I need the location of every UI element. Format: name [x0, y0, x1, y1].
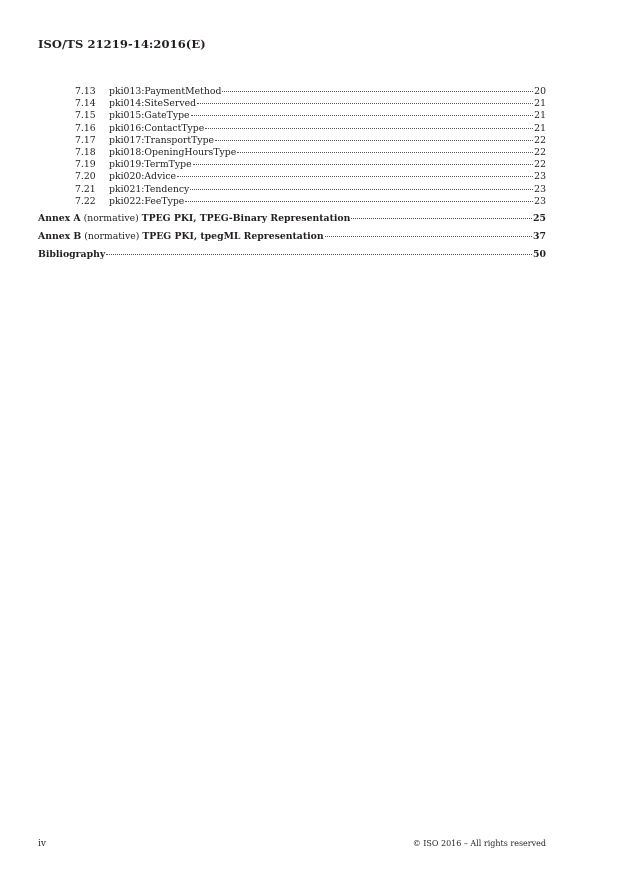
toc-page-number: 23: [534, 171, 546, 183]
toc-annex-qualifier: (normative): [80, 212, 142, 224]
toc-entry-annex-a[interactable]: [38, 210, 546, 228]
toc-leader-dots: [325, 236, 532, 237]
toc-section-title: pki020:Advice: [109, 171, 177, 183]
toc-entry-7-19[interactable]: [38, 159, 546, 171]
toc-section-number: 7.20: [75, 171, 96, 183]
toc-leader-dots: [215, 140, 533, 141]
toc-section-number: 7.14: [75, 98, 96, 110]
table-of-contents: [38, 86, 546, 264]
toc-section-title: pki016:ContactType: [109, 122, 205, 134]
toc-entry-7-14[interactable]: [38, 98, 546, 110]
toc-section-title: pki015:GateType: [109, 110, 190, 122]
toc-annex-name: TPEG PKI, tpegML Representation: [142, 230, 324, 242]
toc-entry-annex-b[interactable]: [38, 228, 546, 246]
page-footer: [38, 839, 546, 849]
toc-page-number: 20: [534, 86, 546, 97]
toc-entry-bibliography[interactable]: [38, 246, 546, 264]
toc-page-number: 22: [534, 146, 546, 158]
toc-section-number: 7.18: [75, 146, 96, 158]
toc-section-number: 7.16: [75, 122, 96, 134]
toc-page-number: 23: [534, 183, 546, 195]
toc-section-number: 7.19: [75, 159, 96, 171]
toc-section-title: pki013:PaymentMethod: [109, 86, 222, 97]
toc-leader-dots: [222, 91, 533, 92]
toc-page-number: 22: [534, 134, 546, 146]
toc-section-title: pki017:TransportType: [109, 134, 215, 146]
toc-annex-title: [38, 228, 324, 246]
toc-leader-dots: [185, 201, 533, 202]
toc-page-number: 23: [534, 195, 546, 207]
toc-entry-7-18[interactable]: [38, 147, 546, 159]
toc-leader-dots: [193, 164, 534, 165]
toc-section-title: pki018:OpeningHoursType: [109, 146, 237, 158]
toc-section-number: 7.21: [75, 183, 96, 195]
toc-entry-7-15[interactable]: [38, 110, 546, 122]
toc-section-title: pki019:TermType: [109, 159, 192, 171]
toc-section-number: 7.15: [75, 110, 96, 122]
toc-entry-7-20[interactable]: [38, 171, 546, 183]
toc-section-number: 7.22: [75, 195, 96, 207]
toc-annex-label: Annex B: [38, 230, 82, 242]
toc-section-number: 7.17: [75, 134, 96, 146]
toc-page-number: 21: [534, 98, 546, 110]
toc-annex-title: [38, 210, 350, 228]
toc-page-number: 37: [533, 230, 546, 242]
toc-entry-7-13[interactable]: [38, 86, 546, 98]
toc-leader-dots: [237, 152, 533, 153]
toc-entry-7-16[interactable]: [38, 123, 546, 135]
toc-section-title: pki021:Tendency: [109, 183, 190, 195]
toc-section-title: pki022:FeeType: [109, 195, 185, 207]
toc-bibliography-title: Bibliography: [38, 248, 106, 260]
toc-leader-dots: [205, 128, 533, 129]
toc-annex-label: Annex A: [38, 212, 81, 224]
toc-leader-dots: [197, 103, 533, 104]
toc-entry-7-17[interactable]: [38, 135, 546, 147]
toc-page-number: 50: [533, 248, 546, 260]
toc-page-number: 21: [534, 122, 546, 134]
toc-leader-dots: [106, 254, 532, 255]
toc-leader-dots: [177, 176, 533, 177]
toc-leader-dots: [351, 218, 532, 219]
document-header: ISO/TS 21219-14:2016(E): [38, 37, 206, 51]
toc-leader-dots: [191, 115, 534, 116]
toc-page-number: 25: [533, 212, 546, 224]
toc-annex-name: TPEG PKI, TPEG-Binary Representation: [141, 212, 351, 224]
toc-page-number: 21: [534, 110, 546, 122]
toc-annex-qualifier: (normative): [81, 230, 143, 242]
toc-section-title: pki014:SiteServed: [109, 98, 197, 110]
toc-leader-dots: [190, 189, 533, 190]
toc-entry-7-21[interactable]: [38, 184, 546, 196]
footer-copyright: © ISO 2016 – All rights reserved: [412, 839, 546, 848]
footer-page-number: iv: [38, 839, 46, 849]
toc-entry-7-22[interactable]: [38, 196, 546, 208]
toc-page-number: 22: [534, 159, 546, 171]
toc-section-number: 7.13: [75, 86, 96, 97]
